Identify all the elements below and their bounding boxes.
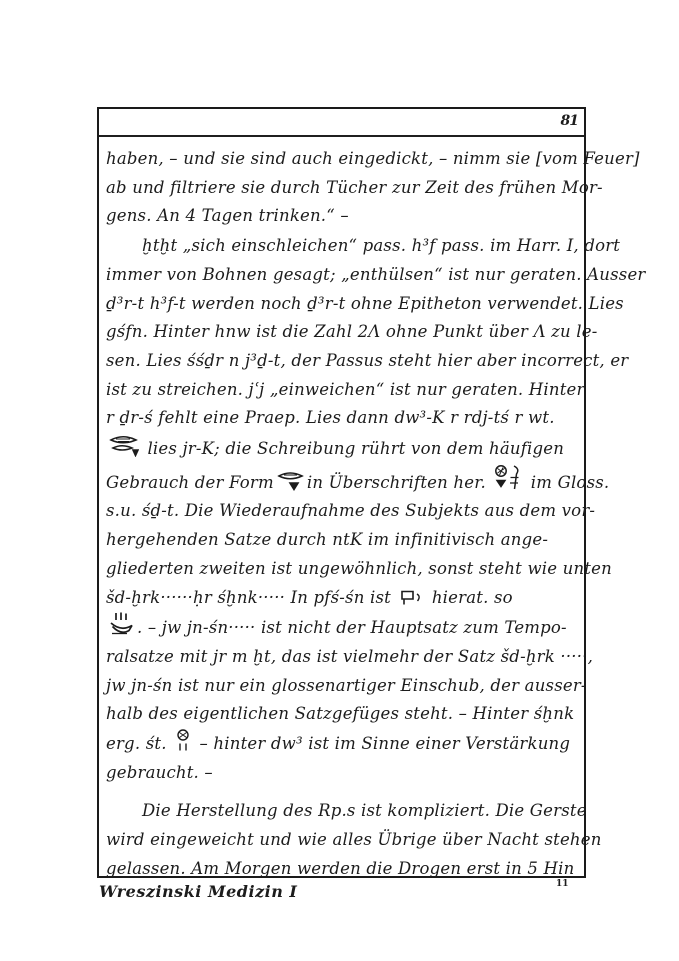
paragraph (106, 797, 602, 883)
footer-signature-number: 11 (556, 879, 569, 889)
handwritten-line (106, 729, 579, 759)
text-segment: . – jw jn-śn····· ist nicht der Hauptsatz zum Tempo- (137, 618, 567, 638)
text-segment: gśfn. Hinter hnw ist die Zahl 2Λ ohne Punkt über Λ zu le- (106, 322, 598, 342)
text-segment: im Gloss. (525, 472, 610, 492)
footer-running-title: Wreszinski Medizin I (99, 882, 298, 901)
paragraph (106, 232, 646, 787)
text-segment: in Überschriften her. (306, 472, 492, 492)
handwritten-line (106, 643, 594, 672)
text-segment: hergehenden Satze durch ntK im infinitivisch ange- (106, 530, 549, 550)
handwritten-line (106, 584, 579, 613)
text-segment: haben, – und sie sind auch eingedickt, – nimm sie [vom Feuer] (106, 149, 640, 168)
text-segment: halb des eigentlichen Satzgefüges steht. – Hinter śḫnk (106, 704, 575, 724)
handwritten-line (106, 376, 585, 405)
hieroglyph-hand-icon (109, 612, 134, 636)
text-segment: hierat. so (426, 587, 513, 607)
handwritten-line (106, 145, 640, 174)
handwritten-line (106, 404, 579, 433)
handwritten-line (106, 232, 621, 261)
text-segment: ḏ³r-t h³f-t werden noch ḏ³r-t ohne Epitheton verwendet. Lies (106, 293, 624, 313)
text-segment: s.u. śḏ-t. Die Wiederaufnahme des Subjekts aus dem vor- (106, 501, 596, 521)
handwritten-line (106, 318, 598, 347)
text-segment: ralsatze mit jr m ḫt, das ist vielmehr der Satz šd-ḫrk ·····, (106, 646, 594, 666)
text-segment: sen. Lies śśḏr n j³ḏ-t, der Passus steht hier aber incorrect, er (106, 350, 629, 370)
paragraph (106, 145, 640, 231)
hieroglyph-grain-wick-icon (494, 464, 522, 491)
handwritten-line (106, 464, 610, 498)
handwritten-line (106, 672, 587, 701)
text-segment: – hinter dw³ ist im Sinne einer Verstärkung (194, 734, 571, 754)
handwritten-line (106, 855, 579, 884)
page-number: 81 (560, 113, 578, 129)
text-segment: gens. An 4 Tagen trinken.“ – (106, 206, 349, 226)
text-segment: gliederten zweiten ist ungewöhnlich, sonst steht wie unten (106, 558, 612, 578)
text-segment: šd-ḫrk······ḥr śḫnk····· In pfś-śn ist (106, 587, 397, 607)
text-segment: ist zu streichen. jʿj „einweichen“ ist nur geraten. Hinter (106, 379, 585, 399)
header-band (99, 109, 584, 137)
manuscript-frame (97, 107, 646, 878)
text-area (99, 137, 646, 884)
handwritten-line (106, 202, 579, 231)
text-segment: Gebrauch der Form (106, 472, 274, 492)
text-segment: wird eingeweicht und wie alles Übrige über Nacht stehen (106, 830, 602, 850)
text-segment: erg. śt. (106, 734, 173, 754)
handwritten-line (106, 174, 603, 203)
handwritten-line (106, 290, 624, 319)
text-segment: gelassen. Am Morgen werden die Drogen erst in 5 Hin (106, 858, 575, 878)
text-segment: jw jn-śn ist nur ein glossenartiger Einschub, der ausser- (106, 675, 587, 695)
handwritten-line (106, 797, 587, 826)
text-segment: lies jr-K; die Schreibung rührt von dem häufigen (142, 439, 565, 459)
hieroglyph-stool-icon (399, 589, 423, 606)
text-segment: ḫtḫt „sich einschleichen“ pass. h³f pass. im Harr. I, dort (142, 236, 621, 256)
handwritten-line (106, 347, 629, 376)
handwritten-line (106, 555, 612, 584)
text-segment: ab und filtriere sie durch Tücher zur Zeit des frühen Mor- (106, 177, 603, 197)
hieroglyph-shed-group-icon (109, 433, 139, 457)
text-segment: gebraucht. – (106, 762, 213, 782)
handwritten-line (106, 497, 596, 526)
text-segment: immer von Bohnen gesagt; „enthülsen“ ist nur geraten. Ausser (106, 264, 646, 284)
handwritten-line (106, 261, 646, 290)
text-segment: Die Herstellung des Rp.s ist kompliziert. Die Gerste (142, 801, 587, 821)
hieroglyph-mouth-loaf-icon (277, 470, 304, 491)
handwritten-line (106, 759, 579, 788)
handwritten-line (106, 433, 579, 464)
handwritten-line (106, 612, 579, 643)
text-segment: r ḏr-ś fehlt eine Praep. Lies dann dw³-K r rdj-tś r wt. (106, 408, 555, 428)
handwritten-line (106, 700, 579, 729)
handwritten-line (106, 526, 579, 555)
handwritten-line (106, 826, 602, 855)
hieroglyph-grain-strokes-icon (175, 729, 191, 752)
